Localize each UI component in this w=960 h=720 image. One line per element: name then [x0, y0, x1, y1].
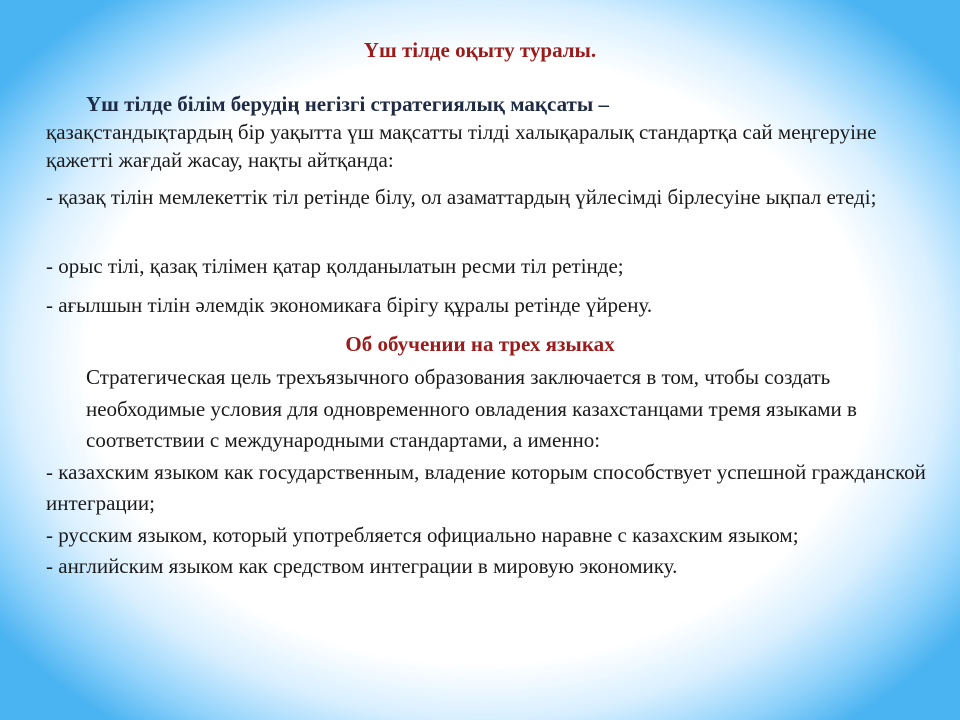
russian-item-1: - казахским языком как государственным, владение которым способствует успешной гражданской интеграции;: [46, 459, 926, 515]
kazakh-lead-text: қазақстандықтардың бір уақытта үш мақсатты тілді халықаралық стандартқа сай меңгеруіне қажетті жағдай жасау, нақты айтқанда:: [46, 120, 877, 172]
russian-body: [46, 362, 926, 583]
russian-title: Об обучении на трех языках: [345, 332, 615, 356]
russian-item-3: - английским языком как средством интеграции в мировую экономику.: [46, 554, 678, 578]
kazakh-title: Үш тілде оқыту туралы.: [363, 38, 597, 62]
russian-item-2: - русским языком, который употребляется официально наравне с казахским языком;: [46, 522, 799, 547]
kazakh-item-2: - орыс тілі, қазақ тілімен қатар қолданылатын ресми тіл ретінде;: [46, 254, 624, 278]
kazakh-lead-paragraph: [46, 90, 926, 174]
kazakh-item-3: - ағылшын тілін әлемдік экономикаға бірігу құралы ретінде үйрену.: [46, 293, 653, 317]
kazakh-item-1: - қазақ тілін мемлекеттік тіл ретінде білу, ол азаматтардың үйлесімді бірлесуіне ықпал етеді;: [46, 185, 877, 209]
kazakh-lead-bold: Үш тілде білім берудің негізгі стратегиялық мақсаты –: [86, 92, 610, 116]
russian-intro: Стратегическая цель трехъязычного образования заключается в том, чтобы создать необходимые условия для одновременного овладения казахстанцами тремя языками в соответствии с международными стандартами, а именно:: [86, 365, 857, 452]
